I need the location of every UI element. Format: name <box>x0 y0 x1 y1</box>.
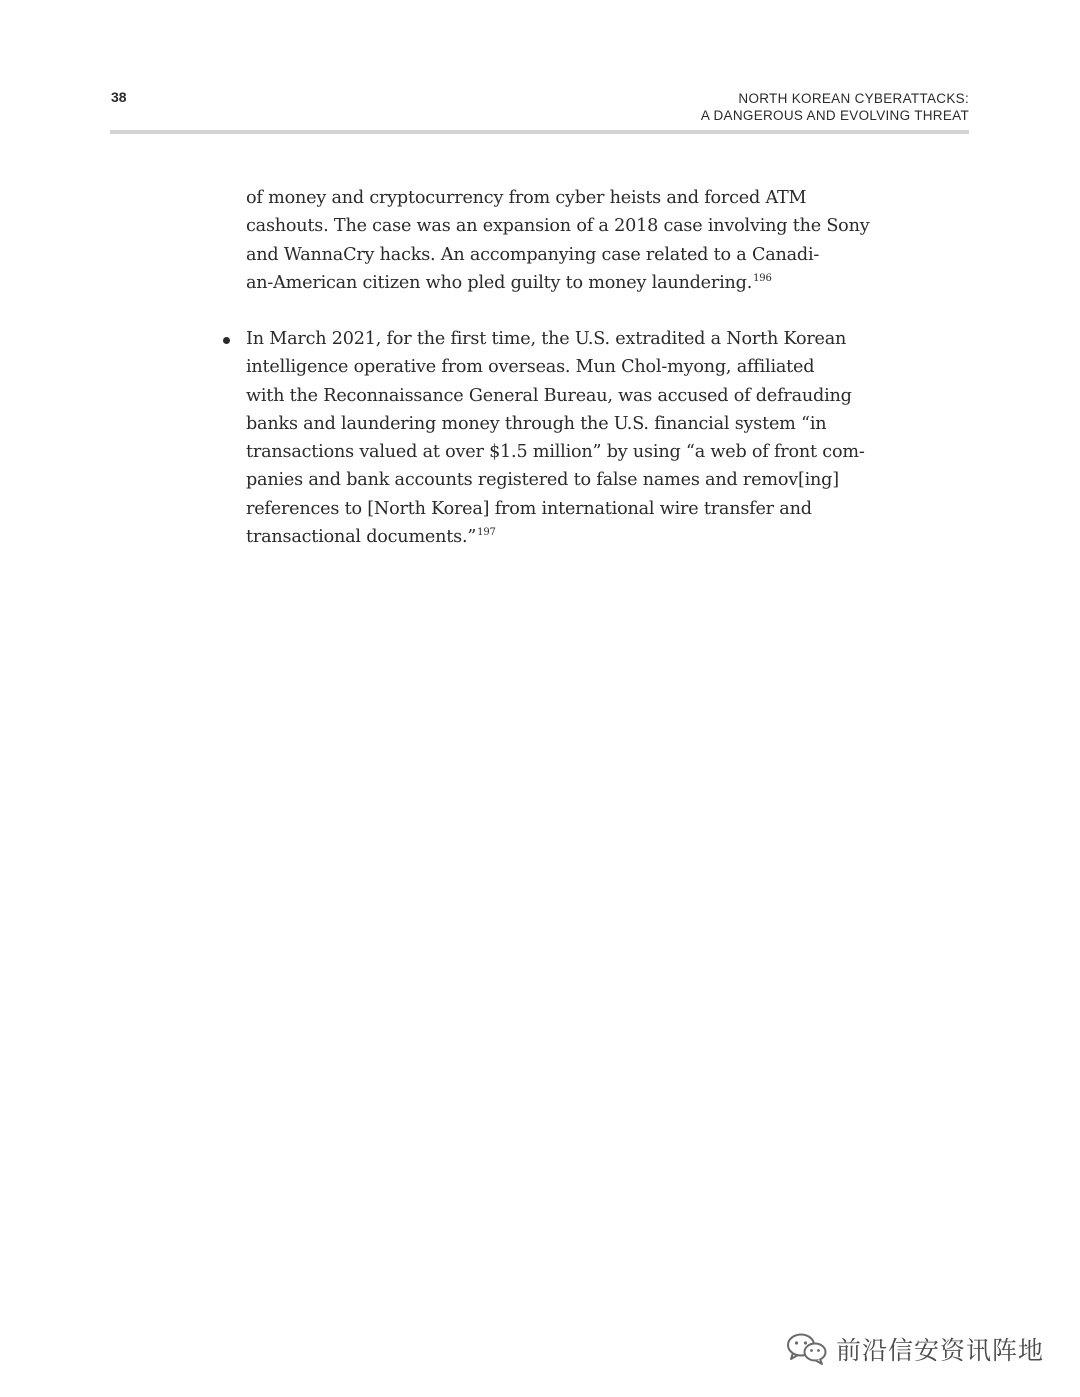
paragraph-line: intelligence operative from overseas. Mun Chol-myong, affiliated <box>246 357 815 378</box>
wechat-icon <box>786 1332 828 1366</box>
paragraph-line: references to [North Korea] from international wire transfer and <box>246 498 812 519</box>
running-head-line-2: A DANGEROUS AND EVOLVING THREAT <box>700 108 969 123</box>
paragraph-line: transactions valued at over $1.5 million” by using “a web of front com- <box>246 442 865 463</box>
running-head-line-1: NORTH KOREAN CYBERATTACKS: <box>738 91 969 106</box>
watermark <box>786 1331 1044 1367</box>
paragraph-line: cashouts. The case was an expansion of a 2018 case involving the Sony <box>246 216 870 237</box>
watermark-text: 前沿信安资讯阵地 <box>835 1336 1044 1365</box>
paragraph-line: In March 2021, for the first time, the U.S. extradited a North Korean <box>246 329 847 349</box>
paragraph-line <box>246 269 856 297</box>
running-head <box>701 90 969 124</box>
bullet-paragraph <box>246 325 865 551</box>
header-rule <box>110 130 969 134</box>
paragraph-line: panies and bank accounts registered to false names and remov[ing] <box>246 470 839 491</box>
bullet-icon <box>223 337 230 344</box>
paragraph-line: with the Reconnaissance General Bureau, was accused of defrauding <box>246 385 852 406</box>
paragraph-line <box>246 523 856 551</box>
paragraph-line: banks and laundering money through the U.S. financial system “in <box>246 413 827 434</box>
paragraph-line-text: transactional documents.” <box>246 527 477 548</box>
footnote-ref-197: 197 <box>477 527 496 539</box>
paragraph-line-text: an-American citizen who pled guilty to money laundering. <box>246 272 753 293</box>
page-number: 38 <box>111 89 127 105</box>
footnote-ref-196: 196 <box>753 272 772 284</box>
continued-paragraph <box>246 184 870 297</box>
paragraph-line: and WannaCry hacks. An accompanying case related to a Canadi- <box>246 244 820 265</box>
paragraph-line: of money and cryptocurrency from cyber heists and forced ATM <box>246 188 807 208</box>
